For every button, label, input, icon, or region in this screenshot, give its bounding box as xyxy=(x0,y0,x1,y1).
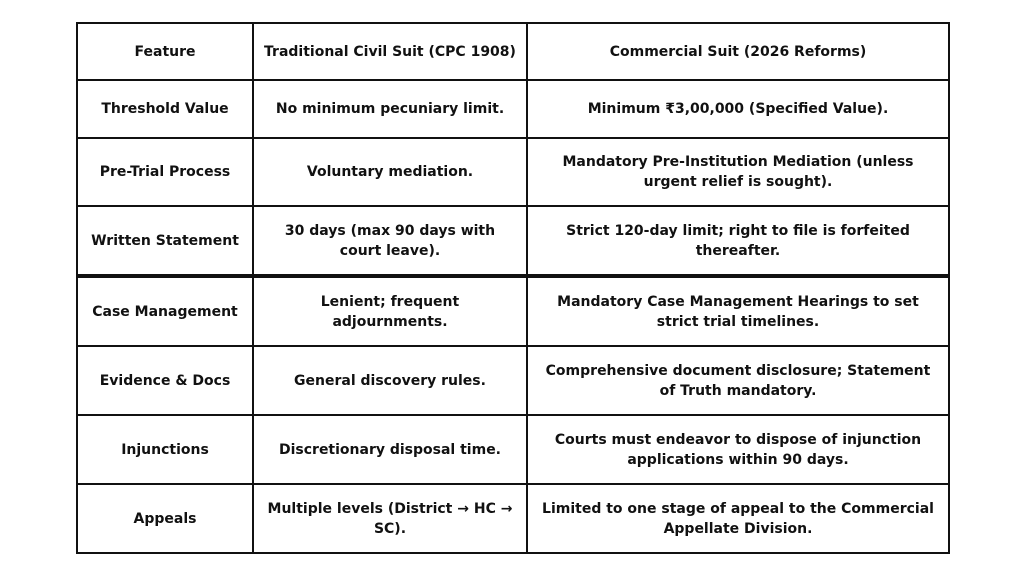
header-feature: Feature xyxy=(77,23,253,80)
table-row xyxy=(77,276,949,346)
table-row xyxy=(77,484,949,553)
feature-cell: Written Statement xyxy=(77,206,253,276)
feature-cell: Case Management xyxy=(77,276,253,346)
feature-cell: Evidence & Docs xyxy=(77,346,253,415)
traditional-cell: Lenient; frequent adjournments. xyxy=(253,276,527,346)
traditional-cell: Discretionary disposal time. xyxy=(253,415,527,484)
commercial-cell: Minimum ₹3,00,000 (Specified Value). xyxy=(527,80,949,138)
commercial-cell: Limited to one stage of appeal to the Commercial Appellate Division. xyxy=(527,484,949,553)
commercial-cell: Comprehensive document disclosure; Statement of Truth mandatory. xyxy=(527,346,949,415)
header-traditional: Traditional Civil Suit (CPC 1908) xyxy=(253,23,527,80)
table-row xyxy=(77,415,949,484)
commercial-cell: Courts must endeavor to dispose of injunction applications within 90 days. xyxy=(527,415,949,484)
traditional-cell: General discovery rules. xyxy=(253,346,527,415)
table-row xyxy=(77,346,949,415)
traditional-cell: 30 days (max 90 days with court leave). xyxy=(253,206,527,276)
table-row xyxy=(77,138,949,206)
commercial-cell: Mandatory Case Management Hearings to set strict trial timelines. xyxy=(527,276,949,346)
commercial-cell: Mandatory Pre-Institution Mediation (unless urgent relief is sought). xyxy=(527,138,949,206)
table-row xyxy=(77,80,949,138)
traditional-cell: Voluntary mediation. xyxy=(253,138,527,206)
feature-cell: Appeals xyxy=(77,484,253,553)
traditional-cell: No minimum pecuniary limit. xyxy=(253,80,527,138)
table-header-row xyxy=(77,23,949,80)
feature-cell: Injunctions xyxy=(77,415,253,484)
feature-cell: Pre-Trial Process xyxy=(77,138,253,206)
comparison-table xyxy=(76,22,950,554)
commercial-cell: Strict 120-day limit; right to file is forfeited thereafter. xyxy=(527,206,949,276)
feature-cell: Threshold Value xyxy=(77,80,253,138)
header-commercial: Commercial Suit (2026 Reforms) xyxy=(527,23,949,80)
table-row xyxy=(77,206,949,276)
traditional-cell: Multiple levels (District → HC → SC). xyxy=(253,484,527,553)
